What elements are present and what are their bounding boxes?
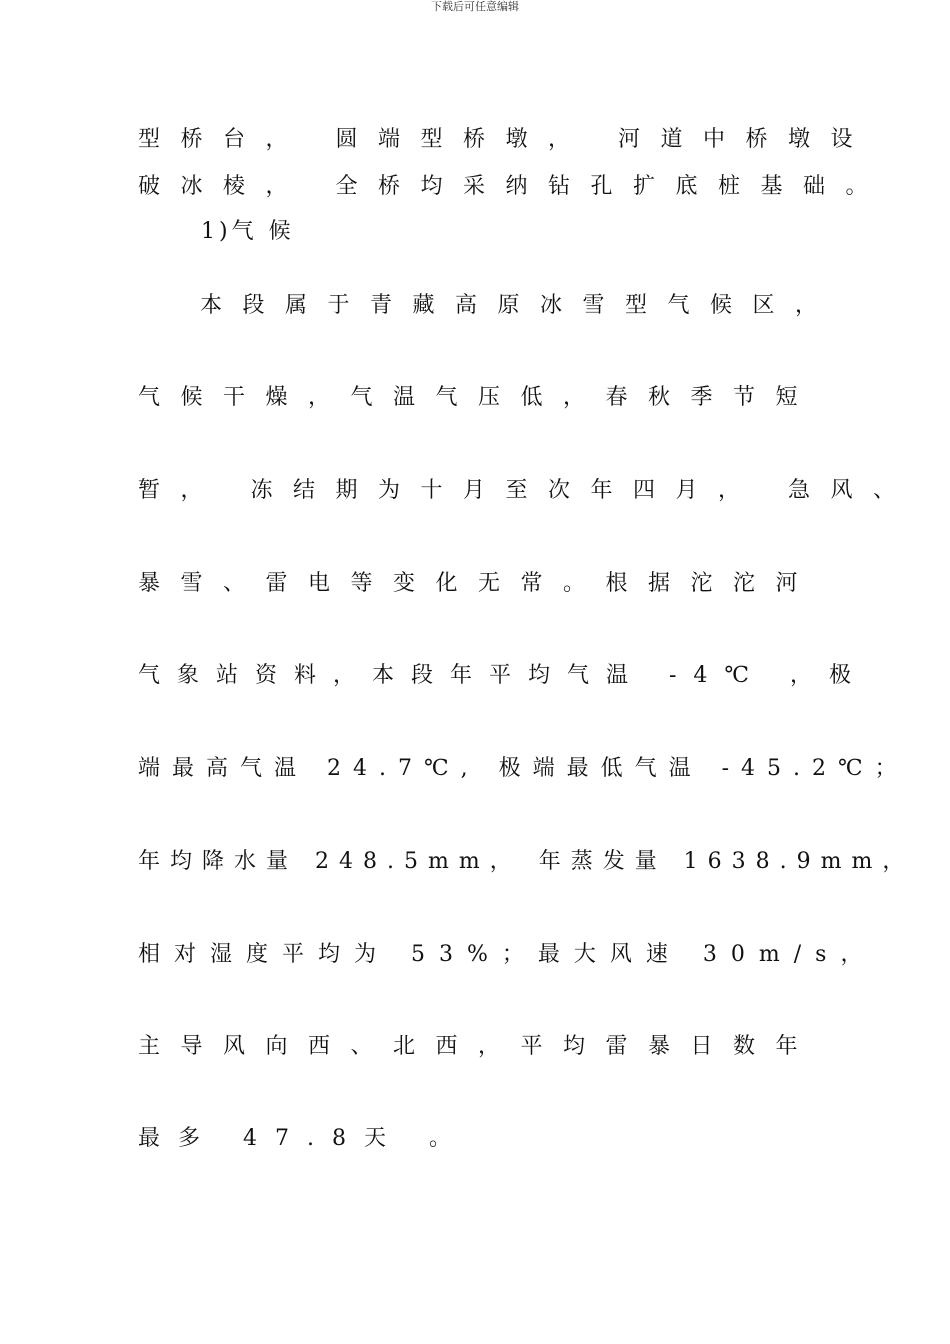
paragraph-line-10: 最多 47.8天 。	[138, 1126, 469, 1151]
paragraph-line-6: 端最高气温 24.7℃, 极端最低气温 -45.2℃；	[138, 756, 909, 781]
paragraph-line-8: 相对湿度平均为 53%；最大风速 30m/s，	[138, 942, 877, 967]
paragraph-line-9: 主导风向西、北西，平均雷暴日数年	[138, 1034, 819, 1059]
paragraph-line-3: 暂， 冻结期为十月至次年四月， 急风、	[138, 478, 916, 503]
paragraph-line-5: 气象站资料，本段年平均气温 -4℃ ，极	[138, 663, 869, 688]
paragraph-line-1: 本段属于青藏高原冰雪型气候区，	[200, 293, 838, 318]
intro-line-2: 破冰棱， 全桥均采纳钻孔扩底桩基础。	[138, 174, 888, 199]
paragraph-line-2: 气候干燥，气温气压低，春秋季节短	[138, 385, 819, 410]
paragraph-line-4: 暴雪、雷电等变化无常。根据沱沱河	[138, 571, 819, 596]
section-heading: 1)气 候	[201, 219, 295, 244]
intro-line-1: 型桥台， 圆端型桥墩， 河道中桥墩设	[138, 127, 873, 152]
paragraph-line-7: 年均降水量 248.5mm， 年蒸发量 1638.9mm，	[138, 849, 915, 874]
page-header: 下载后可任意编辑	[431, 0, 519, 13]
